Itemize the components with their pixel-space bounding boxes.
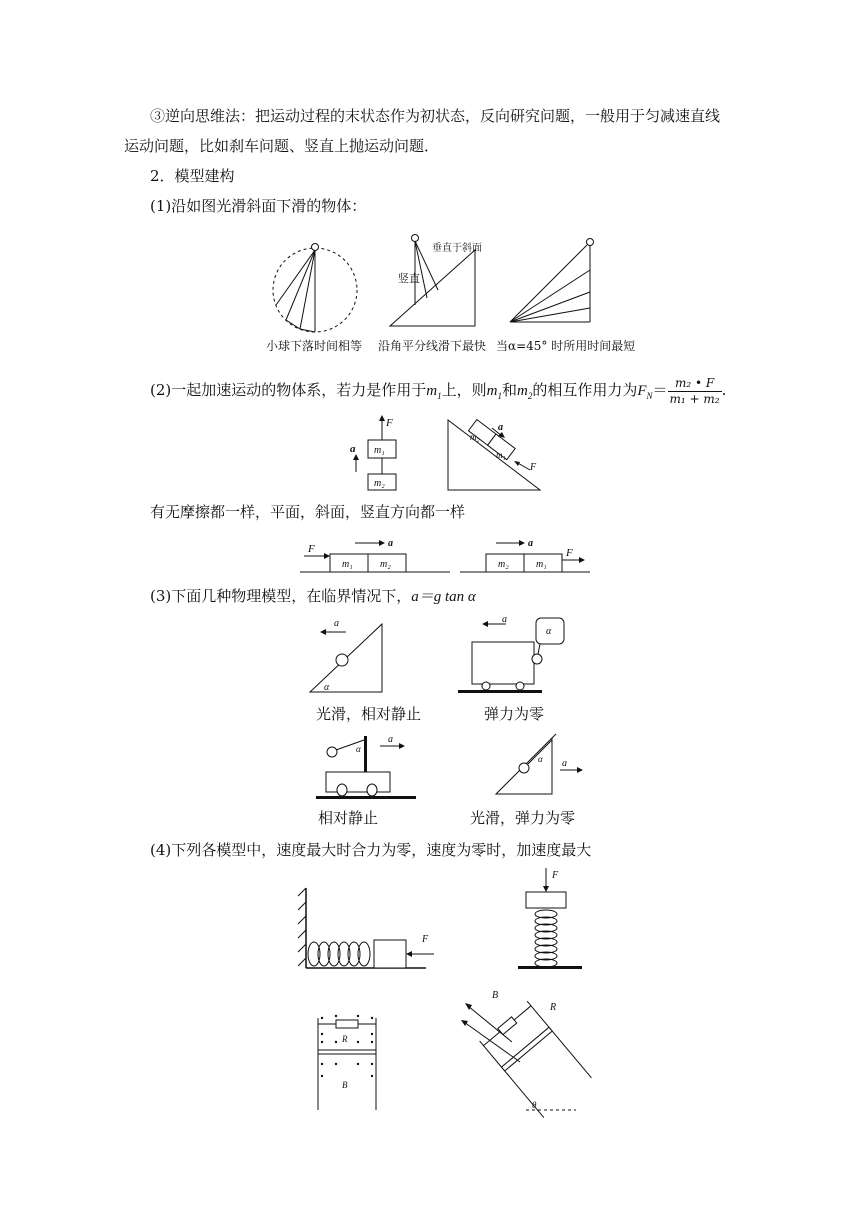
subsection-critical xyxy=(150,586,476,607)
text-segment: (2)一起加速运动的物体系，若力是作用于 xyxy=(150,381,427,399)
svg-text:a: a xyxy=(334,618,339,629)
caption-smooth-relative-rest: 光滑，相对静止 xyxy=(316,705,422,723)
svg-text:m₂: m₂ xyxy=(380,559,391,570)
svg-text:B: B xyxy=(342,1080,348,1090)
svg-text:a: a xyxy=(528,538,533,549)
fraction-formula xyxy=(668,376,722,407)
svg-text:m₂: m₂ xyxy=(374,478,385,489)
caption-smooth-zero-normal: 光滑，弹力为零 xyxy=(470,809,576,827)
connected-blocks-figure xyxy=(340,412,560,502)
subsection-incline: (1)沿如图光滑斜面下滑的物体： xyxy=(150,197,367,215)
subsection-max-velocity: (4)下列各模型中，速度最大时合力为零，速度为零时，加速度最大 xyxy=(150,841,592,859)
incline-triangle xyxy=(448,420,540,490)
note-all-same: 有无摩擦都一样，平面，斜面，竖直方向都一样 xyxy=(150,503,466,521)
spring-magnetic-figure xyxy=(296,866,596,1116)
text-segment: 上，则 xyxy=(441,381,487,399)
label-a: a xyxy=(350,443,356,455)
ball-icon xyxy=(587,239,594,246)
svg-text:θ: θ xyxy=(532,1100,537,1110)
svg-text:a: a xyxy=(562,758,567,769)
caption-bisector-fastest: 沿角平分线滑下最快 xyxy=(378,339,487,353)
svg-text:m₂: m₂ xyxy=(470,432,480,442)
section-heading-model: 2．模型建构 xyxy=(150,167,235,185)
svg-text:α: α xyxy=(324,682,330,693)
svg-text:F: F xyxy=(422,934,429,945)
symbol-m1: $m_1$ xyxy=(486,383,502,401)
text-segment: (3)下面几种物理模型，在临界情况下， xyxy=(150,587,412,605)
svg-text:F: F xyxy=(308,543,315,555)
svg-text:α: α xyxy=(546,626,552,637)
svg-text:a: a xyxy=(498,422,503,433)
paragraph-continuation: 运动问题，比如刹车问题、竖直上抛运动问题． xyxy=(124,137,440,155)
svg-text:B: B xyxy=(492,990,499,1001)
svg-text:R: R xyxy=(342,1034,348,1044)
caption-zero-normal-force: 弹力为零 xyxy=(484,705,545,723)
svg-text:a: a xyxy=(502,614,507,625)
subsection-connected-bodies: (2)一起加速运动的物体系，若力是作用于$m_1$上，则$m_1$和$m_2$的相互作用力为$F_N=$ $\frac{\text{m₂ • F}}{\text{m₁ + m₂}}$ . xyxy=(150,375,727,406)
svg-text:m₁: m₁ xyxy=(536,559,547,570)
svg-text:m₁: m₁ xyxy=(342,559,353,570)
svg-text:a: a xyxy=(388,538,393,549)
horizontal-blocks-figure xyxy=(300,536,590,574)
svg-text:R: R xyxy=(550,1002,557,1013)
svg-text:m₁: m₁ xyxy=(374,445,385,456)
svg-text:α: α xyxy=(356,744,361,754)
svg-text:F: F xyxy=(566,547,573,559)
caption-equal-time: 小球下落时间相等 xyxy=(266,339,363,353)
label-perpendicular: 垂直于斜面 xyxy=(432,243,482,254)
formula-a-gtan: a＝g tan α xyxy=(411,589,476,605)
incline-triangle xyxy=(390,250,475,326)
ball-icon xyxy=(412,235,419,242)
fraction-denominator: m₁ + m₂ xyxy=(669,391,720,406)
critical-models-bottom xyxy=(316,730,586,802)
critical-models-top xyxy=(310,614,570,698)
fraction-numerator: m₂ • F xyxy=(668,376,722,392)
label-vertical: 竖直 xyxy=(398,273,420,285)
svg-text:a: a xyxy=(388,734,393,745)
symbol-m1: $m_1$ xyxy=(426,383,442,401)
text-segment: 的相互作用力为 xyxy=(532,381,638,399)
svg-text:m₂: m₂ xyxy=(498,559,509,570)
ball-icon xyxy=(312,244,319,251)
text-segment: 和 xyxy=(501,381,517,399)
svg-text:α: α xyxy=(538,754,543,764)
text-segment: . xyxy=(721,381,727,399)
symbol-m2: $m_2$ xyxy=(516,383,533,401)
svg-text:F: F xyxy=(530,462,537,473)
caption-45-shortest: 当α=45° 时所用时间最短 xyxy=(496,339,636,353)
svg-text:F: F xyxy=(552,870,559,881)
svg-text:m₁: m₁ xyxy=(496,450,506,460)
label-F: F xyxy=(386,417,393,429)
paragraph-reverse-thinking: ③逆向思维法：把运动过程的末状态作为初状态，反向研究问题，一般用于匀减速直线 xyxy=(150,107,721,125)
caption-relative-rest: 相对静止 xyxy=(318,809,379,827)
symbol-FN: $F_N$ xyxy=(637,383,653,401)
